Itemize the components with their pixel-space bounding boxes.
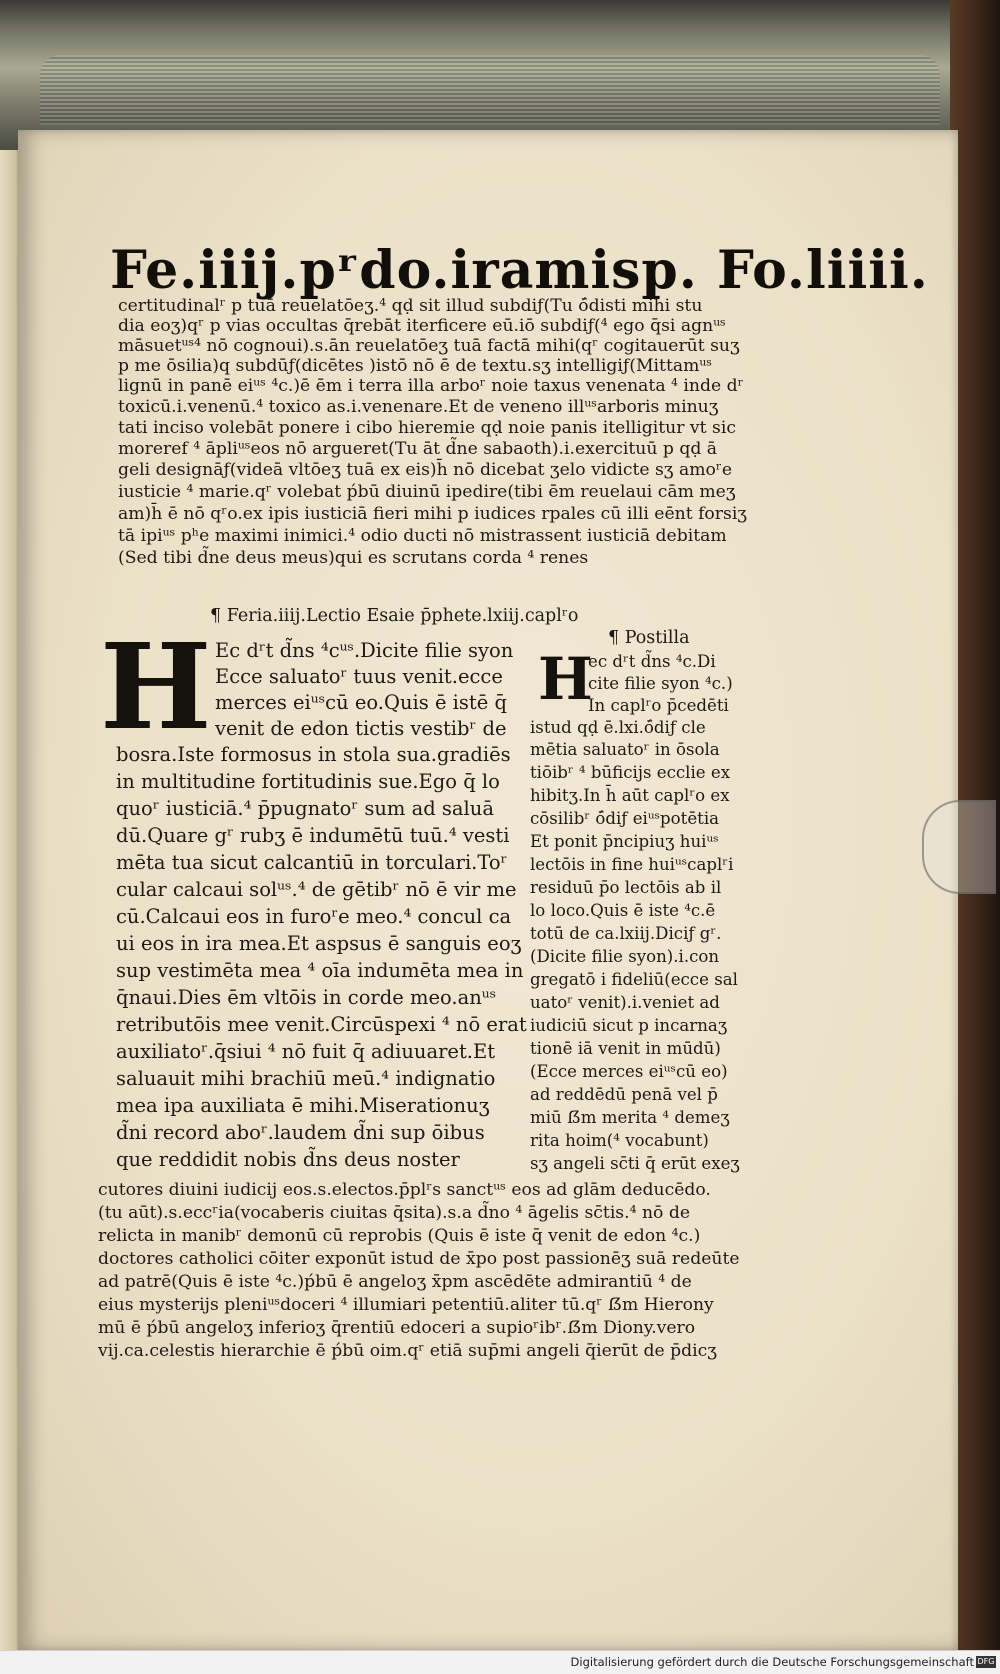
text-line: p me ōsilia)q subdūƒ(dicētes )istō nō ē de textu.sʒ intelligiƒ(Mittamᵘˢ <box>118 356 713 376</box>
running-head: Fe.iiij.pʳdo.iramisp. Fo.liiii. <box>110 240 929 301</box>
text-line: (tu aūt).s.eccʳia(vocaberis ciuitas q̄sita).s.a d̃no ⁴ āgelis sc̄tis.⁴ nō de <box>98 1203 691 1223</box>
text-line: moreref ⁴ āpliᵘˢeos nō argueret(Tu āt d̃ne sabaoth).i.exercituū p qḍ ā <box>118 439 718 459</box>
text-line: tati inciso volebāt ponere i cibo hieremie qḍ noie panis itelligitur vt sic <box>118 418 736 438</box>
text-line: miū ẞm merita ⁴ demeʒ <box>530 1108 730 1127</box>
text-line: (Dicite filie syon).i.con <box>530 947 720 966</box>
text-line: Et ponit p̄ncipiuʒ huiᵘˢ <box>530 832 719 851</box>
text-line: toxicū.i.venenū.⁴ toxico as.i.venenare.Et de veneno illᵘˢarboris minuʒ <box>118 397 719 417</box>
text-line: ad reddēdū penā vel p̄ <box>530 1085 718 1104</box>
text-line: doctores catholici cōiter exponūt istud de x̄po post passionēʒ suā redeūte <box>98 1249 740 1269</box>
text-line: am)h̄ ē nō qʳo.ex ipis iusticiā fieri mihi p iudices rpales cū illi eēnt forsiʒ <box>118 504 748 524</box>
text-line: in multitudine fortitudinis sue.Ego q̄ lo <box>116 770 500 793</box>
text-line: mea ipa auxiliata ē mihi.Miserationuʒ <box>116 1094 490 1117</box>
dropcap-initial: H <box>100 617 212 756</box>
text-line: ad patrē(Quis ē iste ⁴c.)ṕbū ē angeloʒ x̄pm ascēdēte admirantiū ⁴ de <box>98 1272 692 1292</box>
text-line: cū.Calcaui eos in furoʳe meo.⁴ concul ca <box>116 905 512 928</box>
page-clip <box>922 800 996 894</box>
dropcap-initial-right: H <box>538 645 593 713</box>
section-heading: ¶ Feria.iiij.Lectio Esaie p̄phete.lxiij.caplʳo <box>210 606 579 626</box>
text-line: Ecce saluatoʳ tuus venit.ecce <box>215 665 503 688</box>
text-line: māsuetᵘˢ⁴ nō cognoui).s.ān reuelatōeʒ tuā factā mihi(qʳ cogitauerūt suʒ <box>118 336 740 356</box>
text-line: retributōis mee venit.Circūspexi ⁴ nō erat <box>116 1013 527 1036</box>
text-line: cōsilibʳ ó̄diƒ eiᵘˢpotētia <box>530 809 720 828</box>
text-line: tionē iā venit in mūdū) <box>530 1039 721 1058</box>
dfg-logo: DFG <box>977 1657 995 1666</box>
text-line: iudiciū sicut p incarnaʒ <box>530 1016 728 1035</box>
postilla-heading: ¶ Postilla <box>608 628 690 648</box>
text-line: geli designāƒ(videā vltōeʒ tuā ex eis)h̄ nō dicebat ʒelo vidicte sʒ amoʳe <box>118 460 733 480</box>
text-line: relicta in manibʳ demonū cū reprobis (Quis ē iste q̄ venit de edon ⁴c.) <box>98 1226 701 1246</box>
text-line: (Ecce merces eiᵘˢcū eo) <box>530 1062 728 1081</box>
text-line: dū.Quare gʳ rubʒ ē indumētū tuū.⁴ vesti <box>116 824 510 847</box>
text-line: hibitʒ.In h̄ aūt caplʳo ex <box>530 786 730 805</box>
text-line: vij.ca.celestis hierarchie ē ṕbū oim.qʳ etiā sup̄mi angeli q̄ierūt de p̄dicʒ <box>98 1341 717 1361</box>
text-line: iusticie ⁴ marie.qʳ volebat ṕbū diuinū ipedire(tibi ēm reuelaui cām meʒ <box>118 482 736 502</box>
text-line: Ec dʳt d̃ns ⁴cᵘˢ.Dicite filie syon <box>215 639 514 662</box>
text-line: dia eoʒ)qʳ p vias occultas q̄rebāt iterficere eū.iō subdiƒ(⁴ ego q̄si agnᵘˢ <box>118 316 726 336</box>
footer-bar <box>0 1650 1000 1674</box>
text-line: uatoʳ venit).i.veniet ad <box>530 993 720 1012</box>
text-line: saluauit mihi brachiū meū.⁴ indignatio <box>116 1067 496 1090</box>
footer-credit: Digitalisierung gefördert durch die Deutsche Forschungsgemeinschaft <box>570 1655 974 1669</box>
text-line: quoʳ iusticiā.⁴ p̄pugnatoʳ sum ad saluā <box>116 797 494 820</box>
text-line: residuū p̄o lectōis ab il <box>530 878 722 897</box>
text-line: cular calcaui solᵘˢ.⁴ de gētibʳ nō ē vir me <box>116 878 517 901</box>
book-top-edge <box>0 0 1000 150</box>
text-line: lignū in panē eiᵘˢ ⁴c.)ē ēm i terra illa arboʳ noie taxus venenata ⁴ inde dʳ <box>118 376 744 396</box>
text-line: totū de ca.lxiij.Diciƒ gʳ. <box>530 924 722 943</box>
text-line: mēta tua sicut calcantiū in torculari.Toʳ <box>116 851 508 874</box>
text-line: que reddidit nobis d̃ns deus noster <box>116 1148 460 1171</box>
text-line: tiōibʳ ⁴ būficijs ecclie ex <box>530 763 731 782</box>
text-line: mētia saluatoʳ in ōsola <box>530 740 720 759</box>
text-line: sup vestimēta mea ⁴ oīa indumēta mea in <box>116 959 524 982</box>
text-line: gregatō i fideliū(ecce sal <box>530 970 738 989</box>
text-line: bosra.Iste formosus in stola sua.gradiēs <box>116 743 511 766</box>
text-line: cite filie syon ⁴c.) <box>588 674 733 693</box>
text-line: lo loco.Quis ē iste ⁴c.ē <box>530 901 716 920</box>
page-edges <box>40 55 940 125</box>
text-line: rita hoim(⁴ vocabunt) <box>530 1131 709 1150</box>
text-line: lectōis in fine huiᵘˢcaplʳi <box>530 855 734 874</box>
text-line: q̄naui.Dies ēm vltōis in corde meo.anᵘˢ <box>116 986 497 1009</box>
text-line: cutores diuini iudicij eos.s.electos.p̄plʳs sanctᵘˢ eos ad glām deducēdo. <box>98 1180 711 1200</box>
text-line: mū ē ṕbū angeloʒ inferioʒ q̄rentiū edoceri a supioʳibʳ.ẞm Diony.vero <box>98 1318 696 1338</box>
text-line: tā ipiᵘˢ pʰe maximi inimici.⁴ odio ducti nō mistrassent iusticiā debitam <box>118 526 727 546</box>
text-line: ec dʳt d̃ns ⁴c.Di <box>588 652 716 671</box>
text-line: sʒ angeli sc̄ti q̄ erūt exeʒ <box>530 1154 740 1173</box>
text-line: In caplʳo p̄cedēti <box>588 696 729 715</box>
text-line: (Sed tibi d̃ne deus meus)qui es scrutans corda ⁴ renes <box>118 548 589 568</box>
text-line: eius mysterijs pleniᵘˢdoceri ⁴ illumiari petentiū.aliter tū.qʳ ẞm Hierony <box>98 1295 714 1315</box>
text-line: d̃ni record aboʳ.laudem d̃ni sup ōibus <box>116 1121 485 1144</box>
text-line: auxiliatoʳ.q̄siui ⁴ nō fuit q̄ adiuuaret.Et <box>116 1040 496 1063</box>
text-line: certitudinalʳ p tuā reuelatōeʒ.⁴ qḍ sit illud subdiƒ(Tu ó̄disti mihi stu <box>118 296 703 316</box>
text-line: ui eos in ira mea.Et aspsus ē sanguis eoʒ <box>116 932 522 955</box>
text-line: merces eiᵘˢcū eo.Quis ē istē q̄ <box>215 691 507 714</box>
text-line: venit de edon tictis vestibʳ de <box>215 717 507 740</box>
text-line: istud qḍ ē.lxi.ó̄diƒ cle <box>530 718 706 737</box>
